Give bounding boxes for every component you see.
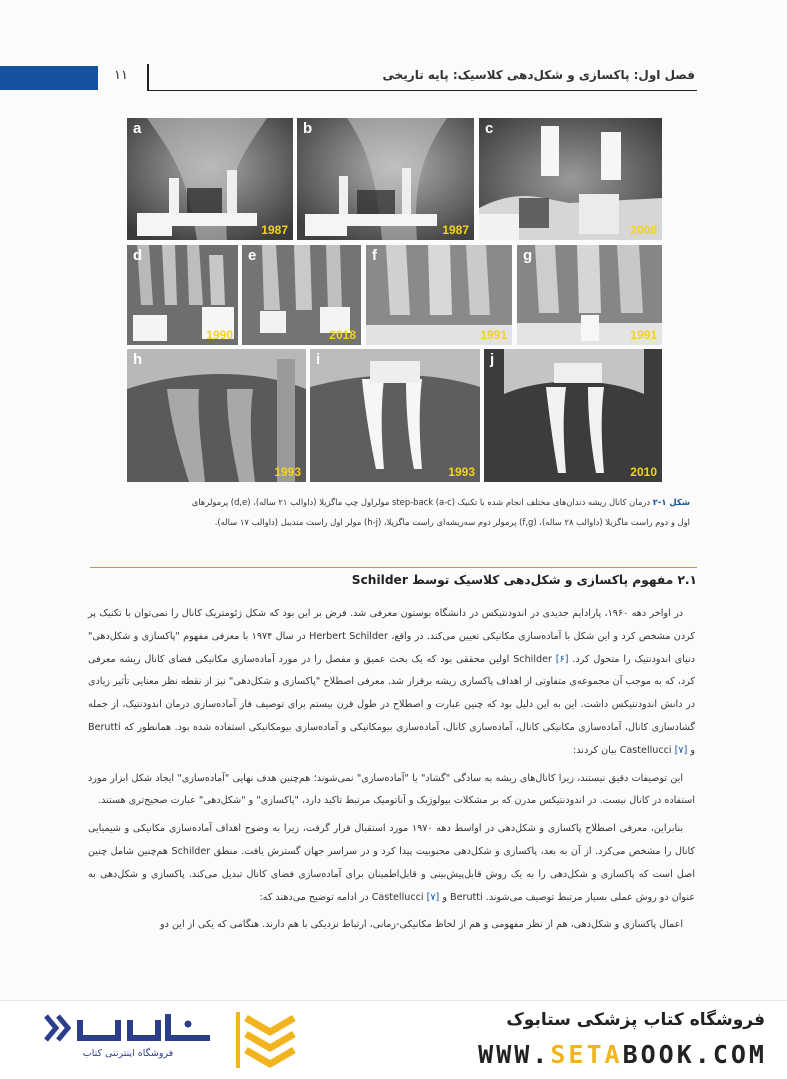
figure-caption-text: درمان کانال ریشه دندان‌های مختلف انجام شده با تکنیک step-back (a-c) مولراول چپ ماگزیلا (داوالب ۲۱ ساله)، (d,e) پرمولرهای اول و دوم راست ماگزیلا (داوالب ۲۸ ساله)، (f,g) پرمولر دوم سه‌ریشه‌ای راست ماگزیلا، (h-j) مولر اول راست مندیبل (داوالب ۱۷ ساله). [191,497,690,527]
xray-panel-d [127,245,238,345]
panel-year: 1993 [448,465,475,479]
panel-year: 1990 [206,328,233,342]
section-title: ۲.۱ مفهوم پاکسازی و شکل‌دهی کلاسیک توسط Schilder [351,573,697,587]
setabook-logo [40,1010,330,1072]
footer-separator [0,1000,787,1001]
paragraph: در اواخر دهه ۱۹۶۰، پارادایم جدیدی در اندودنتیکس در دانشگاه بوستون معرفی شد. فرض بر این بود که شکل ژئومتریک کانال را نمی‌توان با تکنیک پر کردن مشخص کرد و این شکل با آماده‌سازی مکانیکی تعیین می‌کند. در واقع، Herbert Schilder در سال ۱۹۷۴ با معرفی مفهوم "پاکسازی و شکل‌دهی" دنیای اندودنتیک را متحول کرد. Schilder [۶] اولین محققی بود که یک بحث عمیق و مفصل را در مورد آماده‌سازی مکانیکی فضای کانال ریشه معرفی کرد، که به موجب آن مجموعه‌ی متفاوتی از اهداف پاکسازی ریشه برقرار شد. معرفی اصطلاح "پاکسازی و شکل‌دهی" نیز از نقطه نظر معنایی تأثیر زیادی در دانش اندودنتیکس داشت. این به این دلیل بود که چنین عبارت و اصطلاح در طول قرن بیستم برای توصیف فاز آماده‌سازی درمان اندودنتیک، از جمله گشادسازی کانال، آماده‌سازی مکانیکی کانال، آماده‌سازی کانال، آماده‌سازی بیومکانیکی و آماده‌سازی بیومکانیکی استفاده شده بود. همانطور که Berutti و [۷] Castellucci بیان کردند: [88,608,696,756]
xray-panel-c [479,118,662,240]
panel-year: 2008 [630,223,657,237]
panel-label: b [303,120,313,137]
section-body [88,603,695,942]
store-url[interactable]: WWW.SETABOOK.COM [478,1040,767,1069]
panel-label: f [372,247,377,264]
page-number: ۱۱ [114,68,128,83]
panel-label: i [316,351,321,368]
store-url-highlight: SETA [550,1040,623,1069]
panel-label: d [133,247,143,264]
panel-year: 1991 [480,328,507,342]
panel-label: j [490,351,495,368]
panel-label: h [133,351,143,368]
xray-panel-h [127,349,306,482]
paragraph: اعمال پاکسازی و شکل‌دهی، هم از نظر مفهومی و هم از لحاظ مکانیکی-زمانی، ارتباط نزدیکی با هم دارند. هنگامی که یکی از این دو [160,919,683,931]
logo-tagline: فروشگاه اینترنتی کتاب [82,1048,174,1059]
chapter-title: فصل اول: پاکسازی و شکل‌دهی کلاسیک: پایه تاریخی [382,68,695,82]
panel-year: 1987 [261,223,288,237]
header-color-bar [0,66,98,90]
figure-caption-label: شکل ۱-۲ [652,497,690,507]
citation: [۶] [555,653,569,665]
book-stack-icon [230,1010,310,1072]
panel-year: 2018 [329,328,356,342]
panel-year: 2010 [630,465,657,479]
panel-label: c [485,120,494,137]
header-rule [147,90,697,91]
xray-panel-e [242,245,361,345]
panel-label: a [133,120,142,137]
panel-label: e [248,247,257,264]
citation: [۷] [674,744,688,756]
panel-year: 1993 [274,465,301,479]
paragraph: این توصیفات دقیق نیستند، زیرا کانال‌های ریشه به سادگی "گشاد" یا "آماده‌سازی" نمی‌شوند؛ هم‌چنین هدف نهایی "آماده‌سازی" ایجاد شکل ابزار مورد استفاده در کانال نیست. در اندودنتیکس مدرن که بر مشکلات بیولوژیک و آناتومیک مرتبط تاکید دارد، "پاکسازی" و "شکل‌دهی" عبارت صحیح‌تری هستند. [88,772,695,807]
logo-wordmark-icon [40,1010,216,1048]
store-name: فروشگاه کتاب پزشکی ستابوک [506,1010,765,1030]
xray-panel-f [366,245,512,345]
panel-label: g [523,247,533,264]
paragraph: بنابراین، معرفی اصطلاح پاکسازی و شکل‌دهی در اواسط دهه ۱۹۷۰ مورد استقبال قرار گرفت، زیرا به وضوح اهداف آماده‌سازی مکانیکی و شیمیایی کانال را مشخص می‌کرد. از آن به بعد، پاکسازی و شکل‌دهی محبوبیت پیدا کرد و در سراسر جهان گسترش یافت. منطق Schilder هم‌چنین شامل چنین اصل است که پاکسازی و شکل‌دهی را به یک روش قابل‌پیش‌بینی و قابل‌اطمینان برای آماده‌سازی فضای کانال تبدیل می‌کند. پاکسازی و شکل‌دهی به عنوان دو روش عملی بسیار مرتبط توصیف می‌شوند. Berutti و [۷] Castellucci در ادامه توضیح می‌دهند که: [88,823,695,903]
xray-panel-g [517,245,662,345]
xray-panel-b [297,118,474,240]
xray-panel-a [127,118,293,240]
header-divider [147,64,149,90]
panel-year: 1987 [442,223,469,237]
figure-caption [190,492,690,532]
xray-panel-i [310,349,480,482]
xray-panel-j [484,349,662,482]
panel-year: 1991 [630,328,657,342]
citation: [۷] [426,891,440,903]
section-rule [90,567,697,568]
